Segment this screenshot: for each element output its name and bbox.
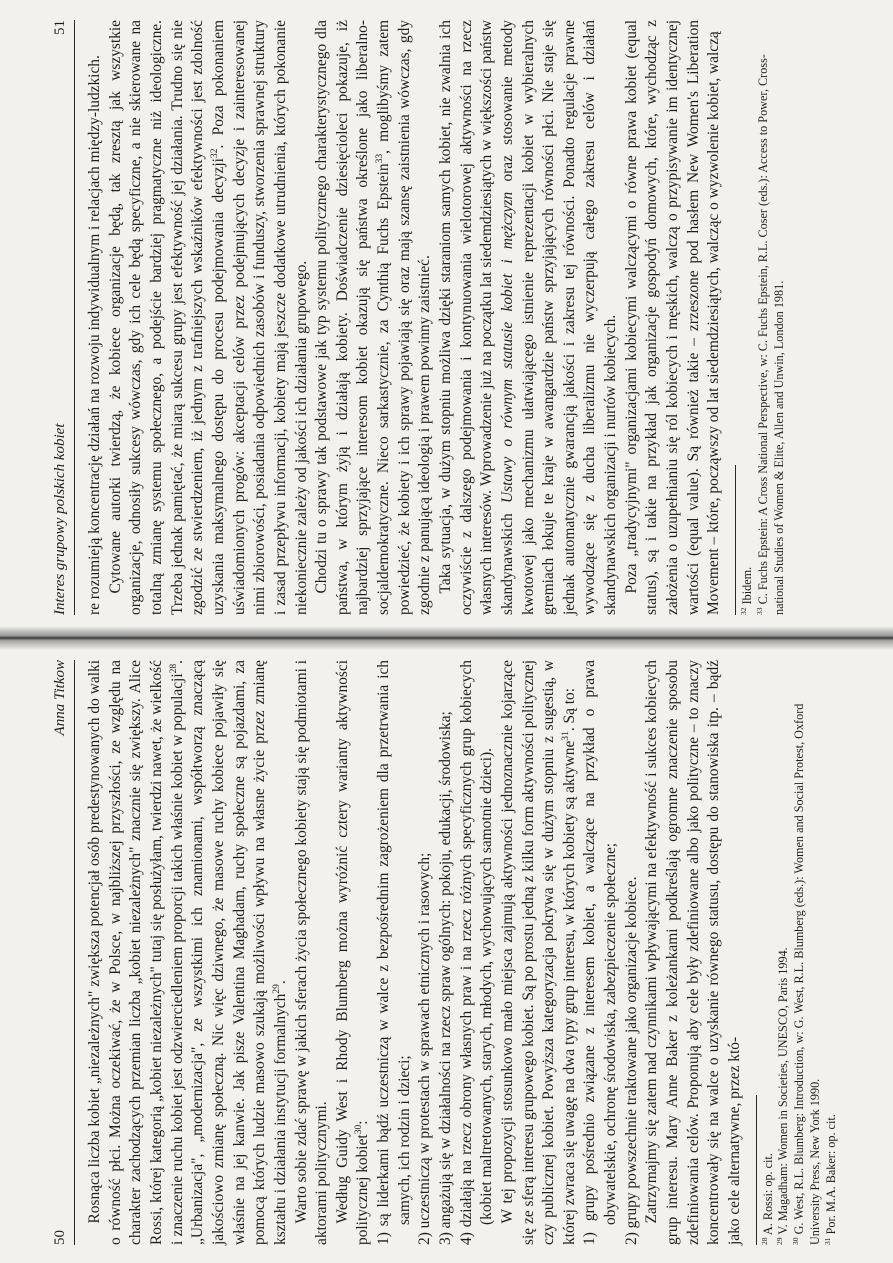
footnote-ref: 32 <box>208 148 220 159</box>
footnote-rule <box>756 1095 757 1245</box>
paragraph-text: Rosnąca liczba kobiet „niezależnych" zwiększa potencjał osób predestynowanych do walki o równość płci. Można oczekiwać, że w Polsce, w najbliższej przyszłości, ze względu na charakter zachodzących przemian liczba „kobiet niezależnych" znacznie się zwiększy. Alice Rossi, której kategorią „kobiet niezależnych" tutaj się posłużyłam, twierdzi nawet, że wielkość i znaczenie ruchu kobiet jest odzwierciedleniem proporcji takich właśnie kobiet w populacji <box>86 660 186 1245</box>
list-item: 2) uczestniczą w protestach w sprawach etnicznych i rasowych; <box>416 852 434 1245</box>
footnote-rule <box>735 465 736 615</box>
footnote: $^{33}$ C. Fuchs Epstein: A Cross National Perspective, w: C. Fuchs Epstein, R.L. Coser (eds.): Access to Power, Cross-national Studies of Women & Elite, Allen and Unwin, London 1981. <box>754 54 786 615</box>
footnotes <box>756 660 840 1245</box>
footnote-ref: 33 <box>373 153 385 164</box>
page-50 <box>50 660 840 1245</box>
paragraph <box>312 20 436 615</box>
paragraph: Według Guidy West i Rhody Blumberg można wyróżnić cztery warianty aktywności politycznej kobiet$^{30}$: <box>333 660 372 1245</box>
footnotes <box>735 20 788 615</box>
paragraph <box>436 20 622 615</box>
paragraph-text: . Poza pokonaniem uświadomionych progów: akceptacji celów przez podejmujących decyzje i zainteresowanej nimi zbiorowości, posiadania odpowiednich zasobów i funduszy, stworzenia sprawnej struktury i zasad przepływu informacji, kobiety mają jeszcze dodatkowe utrudnienia, których pokonanie niekoniecznie zależy od jakości ich działania grupowego. <box>209 20 310 615</box>
footnote-ref: 28 <box>167 663 179 674</box>
paragraph-text: Chodzi tu o sprawy tak podstawowe jak typ systemu politycznego charakterystycznego dla państwa, w którym żyją i działają kobiety. Doświadczenie dziesięcioleci pokazuje, iż najbardziej sprzyjające interesom kobiet okazują się państwa określone jako liberalno-socjaldemokratyczne. Nieco sarkastycznie, za Cynthią Fuchs Epstein <box>313 20 393 615</box>
book-gutter <box>0 626 893 650</box>
paragraph-text: Taka sytuacja, w dużym stopniu możliwa dzięki staraniom samych kobiet, nie zwalnia ich oczywiście z dalszego podejmowania i kontynuowania wielotorowej aktywności na rzecz własnych interesów. Wprowadzenie już na początku lat siedemdziesiątych w większości państw skandynawskich <box>436 20 516 615</box>
page-header <box>50 20 75 615</box>
paragraph: re rozumieją koncentrację działań na rozwoju indywidualnym i relacjach między-ludzkich. <box>86 55 104 615</box>
paragraph: Rosnąca liczba kobiet „niezależnych" zwiększa potencjał osób predestynowanych do walki o równość płci. Można oczekiwać, że w Polsce, w najbliższej przyszłości, ze względu na charakter zachodzących przemian liczba „kobiet niezależnych" znacznie się zwiększy. Alice Rossi, której kategorią „kobiet niezależnych" tutaj się posłużyłam, twierdzi nawet, że wielkość i znaczenie ruchu kobiet jest odzwierciedleniem proporcji takich właśnie kobiet w populacji$^{28}$. „Urbanizacja", „modernizacja", ze wszystkimi ich znamionami, współtworzą znaczącą jakościowo zmianę społeczną. Nic więc dziwnego, że masowe ruchy kobiece pojawiły się właśnie na jej kanwie. Jak pisze Valentina Maghadam, ruchy społeczne są pojazdami, za pomocą których ludzie masowo szukają możliwości wpływu na własne życie przez zmianę kształtu i działania instytucji formalnych$^{29}$. <box>86 660 289 1245</box>
paragraph-text: . „Urbanizacja", „modernizacja", ze wszystkimi ich znamionami, współtworzą znaczącą jakościowo zmianę społeczną. Nic więc dziwnego, że masowe ruchy kobiece pojawiły się właśnie na jej kanwie. Jak pisze Valentina Maghadam, ruchy społeczne są pojazdami, za pomocą których ludzie masowo szukają możliwości wpływu na własne życie przez zmianę kształtu i działania instytucji formalnych <box>168 660 289 1245</box>
paragraph: Poza „tradycyjnymi" organizacjami kobiecymi walczącymi o równe prawa kobiet (equal status), są i takie na przykład jak organizacje gospodyń domowych, które, wychodząc z założenia o uzupełnianiu się ról kobiecych i męskich, walczą o przypisywanie im identycznej wartości (equal value). Są również takie – zrzeszone pod hasłem New Women's Liberation Movement – które, począwszy od lat siedemdziesiątych, walcząc o wyzwolenie kobiet, walczą <box>622 20 723 615</box>
italic-title: Ustawy o równym statusie kobiet i mężczyzn <box>498 191 516 503</box>
paragraph <box>498 660 581 1245</box>
list-item: 4) działają na rzecz obrony własnych praw i na rzecz różnych specyficznych grup kobiecych (kobiet maltretowanych, starych, młodych, wychowujących samotnie dzieci). <box>457 660 496 1245</box>
paragraph-text: W tej propozycji stosunkowo mało miejsca zajmują aktywności jednoznacznie kojarzące się ze sferą interesu grupowego kobiet. Są po prostu jedną z kilku form aktywności politycznej czy publicznej kobiet. Powyższa kategoryzacja pokrywa się w dużym stopniu z sugestią, w której zwraca się uwagę na dwa typy grup interesu, w których kobiety są aktywne <box>498 660 578 1245</box>
footnote: $^{30}$ G. West, R.L. Blumberg: Introduction, w: G. West, R.L. Blumberg (eds.): Women and Social Protest, Oxford University Press, New York 1990. <box>791 703 823 1245</box>
page-header <box>50 660 75 1245</box>
running-head: Anna Titkow <box>52 660 68 736</box>
footnote: $^{29}$ V. Magadham: Women in Societies, UNESCO, Paris 1994. <box>775 947 791 1245</box>
paragraph-text: , moglibyśmy zatem powiedzieć, że kobiety i ich sprawy pojawiają się oraz mają szansę zaistnienia wówczas, gdy zgodnie z panującą ideologią i prawem powinny zaistnieć. <box>375 20 434 615</box>
group-type-list <box>580 660 642 1245</box>
footnote: $^{32}$ Ibidem. <box>738 566 754 615</box>
list-item: 3) angażują się w działalności na rzecz spraw ogólnych: pokoju, edukacji, środowiska; <box>436 711 454 1245</box>
footnote-ref: 29 <box>270 984 282 994</box>
footnote: $^{28}$ A. Rossi: op. cit. <box>759 1153 775 1245</box>
paragraph: Zatrzymajmy się zatem nad czynnikami wpływającymi na efektywność i sukces kobiecych grup interesu. Mary Anne Baker z koleżankami podkreślają ogromne znaczenie sposobu zdefiniowania celów. Proponują aby cele były zdefiniowane albo jako polityczne – to znaczy koncentrowały się na walce o uzyskanie równego statusu, dostępu do stanowiska itp. – bądź jako cele alternatywne, przez któ- <box>643 660 743 1245</box>
footnote-ref: 31 <box>559 731 571 741</box>
paragraph: Warto sobie zdać sprawę w jakich sferach życia społecznego kobiety stają się podmiotami i aktorami politycznymi. <box>292 660 331 1245</box>
footnote: $^{31}$ Por. M.A. Baker: op. cit. <box>822 1114 839 1245</box>
list-item: 1) są liderkami bądź uczestniczą w walce z bezpośrednim zagrożeniem dla przetrwania ich samych, ich rodzin i dzieci; <box>375 660 413 1245</box>
paragraph-text: Cytowane autorki twierdzą, że kobiece organizacje będą, tak zresztą jak wszystkie organizacje, odnosiły sukcesy wówczas, gdy ich cele będą specyficzne, a nie skierowane na totalną zmianę systemu społecznego, a podejście bardziej pragmatyczne niż ideologiczne. Trzeba jednak pamiętać, że miarą sukcesu grupy jest efektywność jej działania. Trudno się nie zgodzić ze stwierdzeniem, iż jednym z trafniejszych wskaźników efektywności jest zdolność uzyskania maksymalnego dostępu do procesu podejmowania decyzji <box>106 20 227 615</box>
paragraph <box>106 20 312 615</box>
paragraph-text: . Są to: <box>560 687 578 732</box>
list-item: 2) grupy powszechnie traktowane jako organizacje kobiece. <box>622 876 640 1245</box>
page-number: 51 <box>52 20 68 35</box>
footnote-ref: 30 <box>353 1124 365 1135</box>
list-item: 1) grupy pośrednio związane z interesem kobiet, a walczące na przykład o prawa obywatelskie, ochronę środowiska, zabezpieczenie społeczne; <box>581 660 620 1245</box>
page-number: 50 <box>52 1230 68 1245</box>
page-51 <box>50 20 840 615</box>
paragraph-text: oraz stosowanie metody kwotowej jako mechanizmu ułatwiającego istnienie reprezentacji kobiet w wybieralnych gremiach łokuje te kraje w awangardzie państw sprzyjających równości płci. Nie staje się jednak automatycznie gwarancją jakości i zakresu tej równości. Ponadto regulacje prawne wywodzące się z ducha liberalizmu nie wyczerpują całego zakresu celów i działań skandynawskich organizacji i nurtów kobiecych. <box>498 20 620 615</box>
activity-list <box>374 660 498 1245</box>
paragraph-text: Według Guidy West i Rhody Blumberg można wyróżnić cztery warianty aktywności politycznej kobiet <box>333 660 372 1245</box>
running-head: Interes grupowy polskich kobiet <box>52 423 68 615</box>
